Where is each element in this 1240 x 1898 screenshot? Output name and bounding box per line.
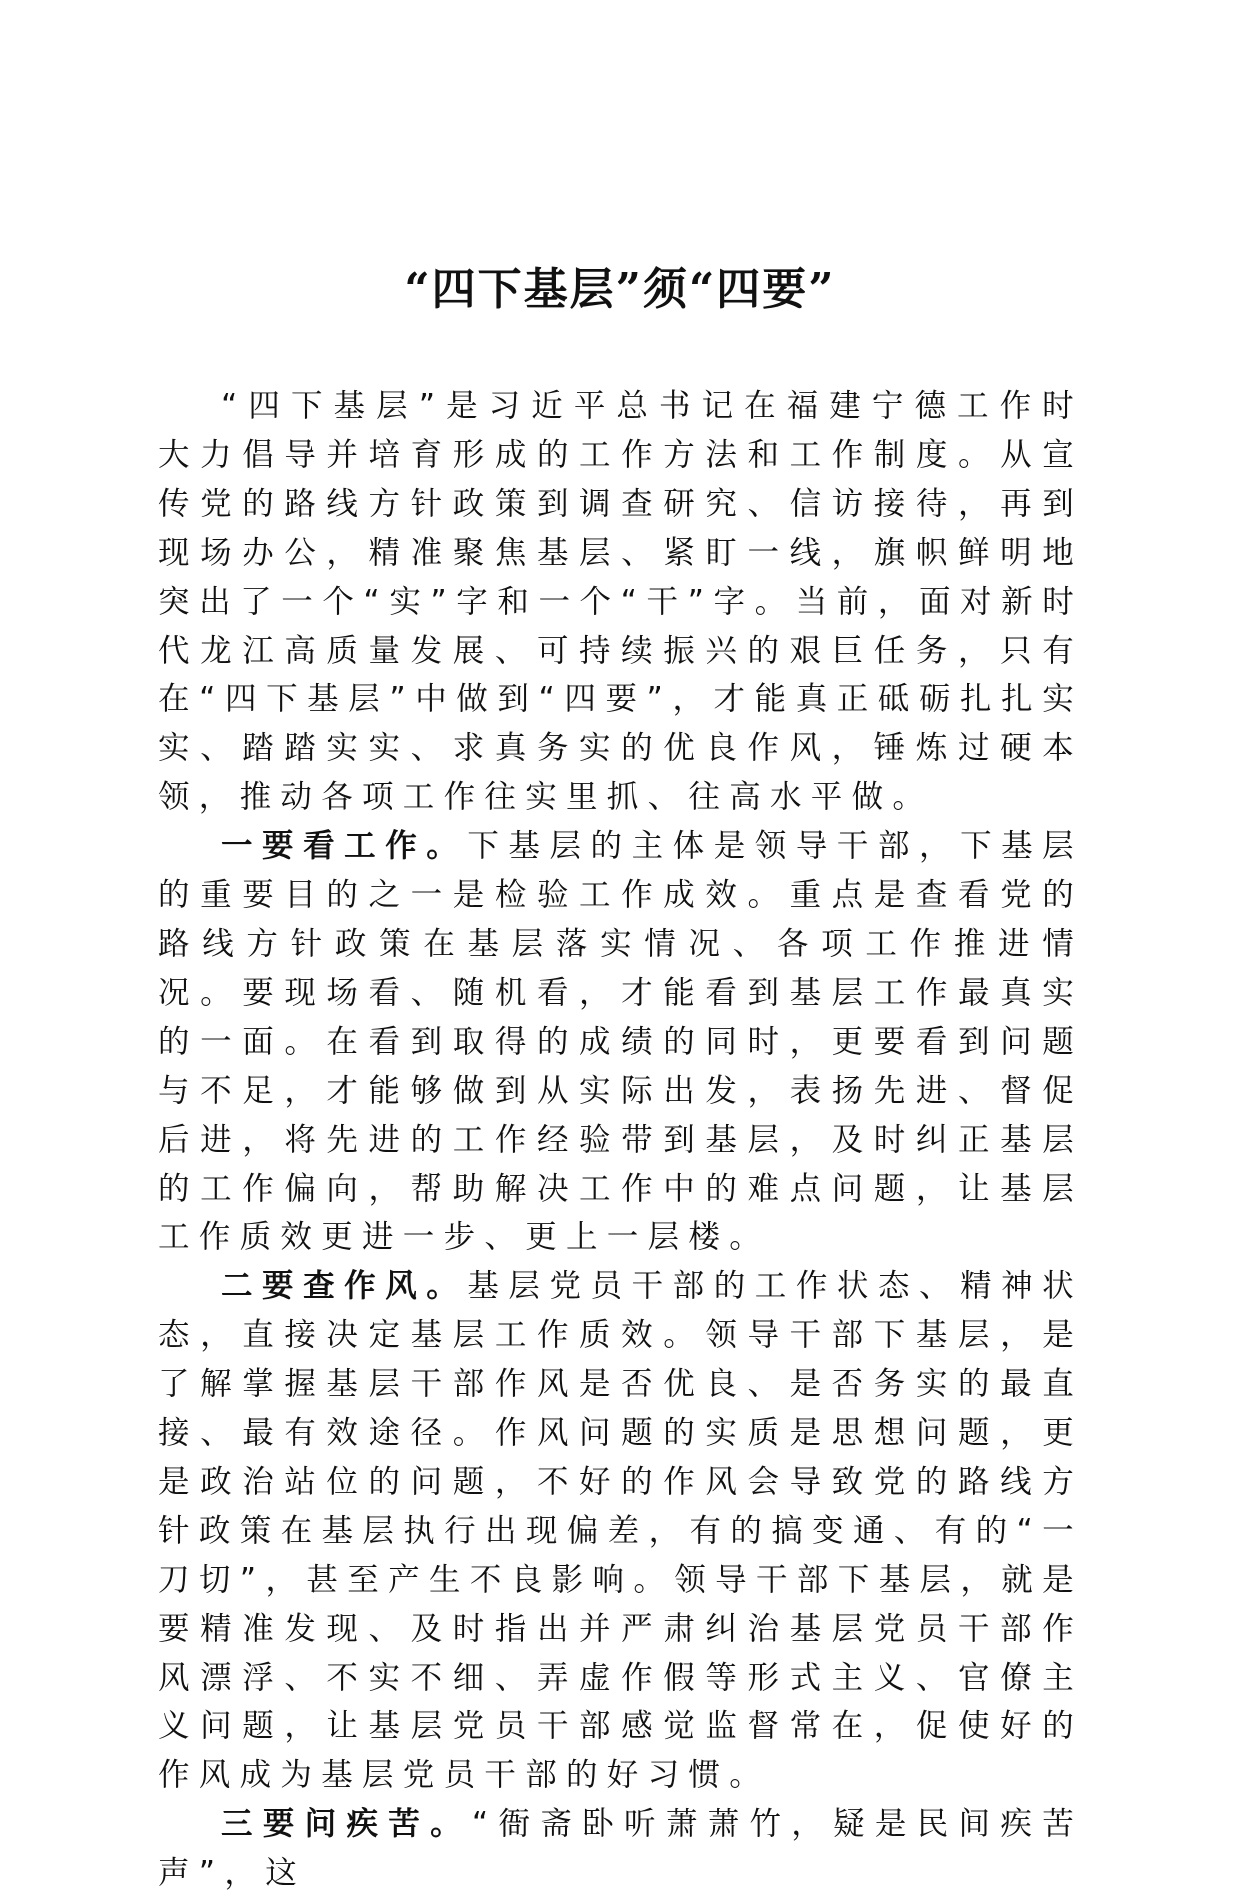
document-title: “四下基层”须“四要” — [404, 264, 836, 315]
paragraph-lead-heading: 三要问疾苦。 — [221, 1806, 472, 1843]
paragraph-lead-heading: 二要查作风。 — [221, 1268, 468, 1305]
paragraph-look-at-work — [158, 822, 1083, 1262]
paragraph-text: “衙斋卧听萧萧竹，疑是民间疾苦声”，这 — [158, 1806, 1083, 1892]
paragraph-intro — [158, 382, 1083, 822]
paragraph-ask-hardships — [158, 1800, 1083, 1898]
paragraph-text: 基层党员干部的工作状态、精神状态，直接决定基层工作质效。领导干部下基层，是了解掌握基层干部作风是否优良、是否务实的最直接、最有效途径。作风问题的实质是思想问题，更是政治站位的问题，不好的作风会导致党的路线方针政策在基层执行出现偏差，有的搞变通、有的“一刀切”，甚至产生不良影响。领导干部下基层，就是要精准发现、及时指出并严肃纠治基层党员干部作风漂浮、不实不细、弄虚作假等形式主义、官僚主义问题，让基层党员干部感觉监督常在，促使好的作风成为基层党员干部的好习惯。 — [158, 1268, 1083, 1794]
paragraph-lead-heading: 一要看工作。 — [221, 828, 468, 865]
paragraph-text: “四下基层”是习近平总书记在福建宁德工作时大力倡导并培育形成的工作方法和工作制度。从宣传党的路线方针政策到调查研究、信访接待，再到现场办公，精准聚焦基层、紧盯一线，旗帜鲜明地突出了一个“实”字和一个“干”字。当前，面对新时代龙江高质量发展、可持续振兴的艰巨任务，只有在“四下基层”中做到“四要”，才能真正砥砺扎扎实实、踏踏实实、求真务实的优良作风，锤炼过硬本领，推动各项工作往实里抓、往高水平做。 — [158, 388, 1083, 816]
paragraph-check-style — [158, 1262, 1083, 1800]
document-body — [158, 382, 1083, 1898]
paragraph-text: 下基层的主体是领导干部，下基层的重要目的之一是检验工作成效。重点是查看党的路线方针政策在基层落实情况、各项工作推进情况。要现场看、随机看，才能看到基层工作最真实的一面。在看到取得的成绩的同时，更要看到问题与不足，才能够做到从实际出发，表扬先进、督促后进，将先进的工作经验带到基层，及时纠正基层的工作偏向，帮助解决工作中的难点问题，让基层工作质效更进一步、更上一层楼。 — [158, 828, 1083, 1256]
